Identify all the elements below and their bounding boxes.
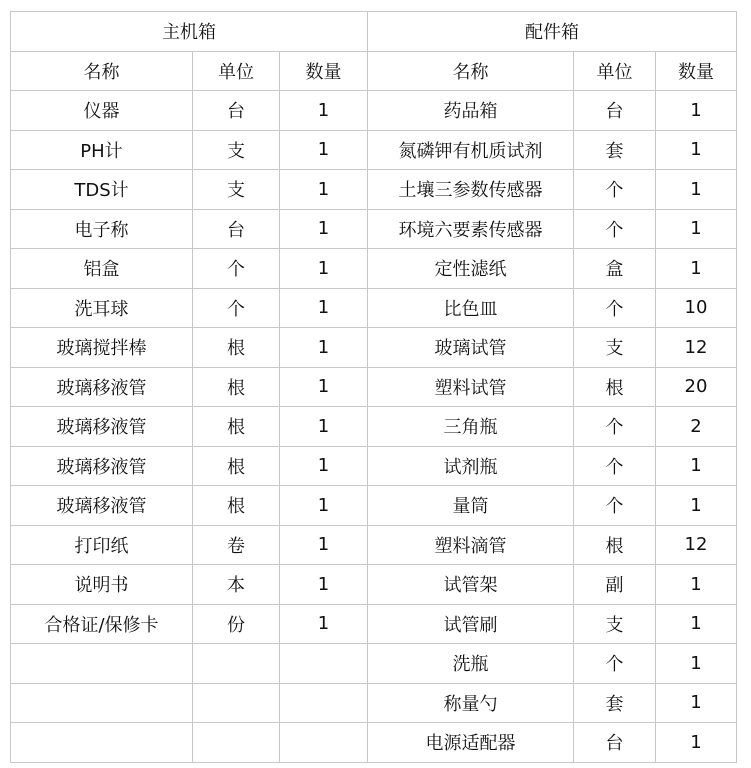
accessory-name-cell: 三角瓶 xyxy=(368,407,574,447)
accessory-name-cell: 比色皿 xyxy=(368,288,574,328)
accessory-name-cell: 电源适配器 xyxy=(368,723,574,763)
accessory-qty-cell: 2 xyxy=(656,407,737,447)
column-header-row xyxy=(11,51,737,91)
host-unit-cell: 卷 xyxy=(193,525,280,565)
accessory-name-cell: 定性滤纸 xyxy=(368,249,574,289)
accessory-unit-cell: 副 xyxy=(574,565,656,605)
host-unit-cell: 台 xyxy=(193,209,280,249)
table-row xyxy=(11,249,737,289)
host-qty-cell: 1 xyxy=(280,486,368,526)
host-name-cell: 打印纸 xyxy=(11,525,193,565)
host-name-cell: 仪器 xyxy=(11,91,193,131)
host-qty-cell: 1 xyxy=(280,91,368,131)
accessory-qty-header: 数量 xyxy=(656,51,737,91)
host-unit-header: 单位 xyxy=(193,51,280,91)
accessory-name-cell: 量筒 xyxy=(368,486,574,526)
accessory-name-cell: 塑料试管 xyxy=(368,367,574,407)
host-unit-cell: 台 xyxy=(193,91,280,131)
host-unit-cell: 根 xyxy=(193,446,280,486)
accessory-qty-cell: 1 xyxy=(656,683,737,723)
host-box-header: 主机箱 xyxy=(11,12,368,52)
accessory-qty-cell: 20 xyxy=(656,367,737,407)
accessory-qty-cell: 1 xyxy=(656,644,737,684)
host-qty-cell xyxy=(280,683,368,723)
host-qty-cell: 1 xyxy=(280,328,368,368)
accessory-unit-cell: 套 xyxy=(574,130,656,170)
host-name-cell: 玻璃移液管 xyxy=(11,367,193,407)
table-row xyxy=(11,604,737,644)
accessory-unit-cell: 个 xyxy=(574,644,656,684)
accessory-qty-cell: 1 xyxy=(656,446,737,486)
host-name-cell: 玻璃移液管 xyxy=(11,407,193,447)
host-name-cell: 洗耳球 xyxy=(11,288,193,328)
host-unit-cell: 支 xyxy=(193,170,280,210)
host-qty-cell: 1 xyxy=(280,249,368,289)
accessory-name-cell: 氮磷钾有机质试剂 xyxy=(368,130,574,170)
host-unit-cell xyxy=(193,644,280,684)
accessory-name-cell: 土壤三参数传感器 xyxy=(368,170,574,210)
host-qty-cell: 1 xyxy=(280,367,368,407)
table-body xyxy=(11,91,737,763)
accessory-unit-cell: 支 xyxy=(574,328,656,368)
accessory-name-cell: 玻璃试管 xyxy=(368,328,574,368)
host-name-cell: 玻璃移液管 xyxy=(11,446,193,486)
host-unit-cell: 个 xyxy=(193,288,280,328)
host-name-cell xyxy=(11,683,193,723)
accessory-name-cell: 环境六要素传感器 xyxy=(368,209,574,249)
accessory-unit-cell: 支 xyxy=(574,604,656,644)
host-name-header: 名称 xyxy=(11,51,193,91)
accessory-name-cell: 药品箱 xyxy=(368,91,574,131)
host-name-cell: PH计 xyxy=(11,130,193,170)
host-unit-cell: 支 xyxy=(193,130,280,170)
host-qty-cell: 1 xyxy=(280,288,368,328)
accessory-name-cell: 塑料滴管 xyxy=(368,525,574,565)
accessory-unit-cell: 台 xyxy=(574,723,656,763)
host-name-cell: 玻璃移液管 xyxy=(11,486,193,526)
accessory-qty-cell: 1 xyxy=(656,723,737,763)
table-row xyxy=(11,328,737,368)
host-qty-cell xyxy=(280,644,368,684)
accessory-qty-cell: 1 xyxy=(656,91,737,131)
host-unit-cell xyxy=(193,683,280,723)
table-row xyxy=(11,367,737,407)
accessory-unit-header: 单位 xyxy=(574,51,656,91)
table-row xyxy=(11,407,737,447)
accessory-unit-cell: 台 xyxy=(574,91,656,131)
accessory-unit-cell: 个 xyxy=(574,288,656,328)
host-qty-cell xyxy=(280,723,368,763)
host-name-cell: 电子称 xyxy=(11,209,193,249)
packing-list-table xyxy=(10,11,737,763)
host-qty-cell: 1 xyxy=(280,170,368,210)
accessory-unit-cell: 个 xyxy=(574,446,656,486)
table-row xyxy=(11,130,737,170)
host-qty-cell: 1 xyxy=(280,604,368,644)
accessory-qty-cell: 1 xyxy=(656,170,737,210)
accessory-qty-cell: 1 xyxy=(656,486,737,526)
accessory-unit-cell: 个 xyxy=(574,486,656,526)
table-row xyxy=(11,91,737,131)
host-unit-cell: 根 xyxy=(193,328,280,368)
accessory-name-cell: 试管架 xyxy=(368,565,574,605)
host-name-cell: TDS计 xyxy=(11,170,193,210)
host-name-cell: 说明书 xyxy=(11,565,193,605)
accessory-qty-cell: 12 xyxy=(656,525,737,565)
accessory-unit-cell: 盒 xyxy=(574,249,656,289)
table-row xyxy=(11,525,737,565)
host-name-cell: 铝盒 xyxy=(11,249,193,289)
host-name-cell: 玻璃搅拌棒 xyxy=(11,328,193,368)
host-qty-cell: 1 xyxy=(280,565,368,605)
accessory-name-cell: 称量勺 xyxy=(368,683,574,723)
table-row xyxy=(11,644,737,684)
table-row xyxy=(11,723,737,763)
accessory-box-header: 配件箱 xyxy=(368,12,737,52)
host-unit-cell: 根 xyxy=(193,367,280,407)
accessory-qty-cell: 1 xyxy=(656,604,737,644)
host-unit-cell: 根 xyxy=(193,407,280,447)
host-unit-cell xyxy=(193,723,280,763)
accessory-qty-cell: 1 xyxy=(656,209,737,249)
table-row xyxy=(11,446,737,486)
accessory-unit-cell: 个 xyxy=(574,407,656,447)
host-qty-cell: 1 xyxy=(280,446,368,486)
host-name-cell xyxy=(11,723,193,763)
host-qty-cell: 1 xyxy=(280,209,368,249)
host-qty-cell: 1 xyxy=(280,525,368,565)
host-qty-header: 数量 xyxy=(280,51,368,91)
accessory-name-cell: 洗瓶 xyxy=(368,644,574,684)
table-row xyxy=(11,683,737,723)
host-name-cell xyxy=(11,644,193,684)
accessory-qty-cell: 1 xyxy=(656,249,737,289)
host-qty-cell: 1 xyxy=(280,407,368,447)
accessory-qty-cell: 1 xyxy=(656,565,737,605)
accessory-unit-cell: 根 xyxy=(574,525,656,565)
table-header xyxy=(11,12,737,91)
table-row xyxy=(11,170,737,210)
accessory-unit-cell: 个 xyxy=(574,170,656,210)
accessory-unit-cell: 套 xyxy=(574,683,656,723)
host-unit-cell: 本 xyxy=(193,565,280,605)
accessory-qty-cell: 10 xyxy=(656,288,737,328)
accessory-unit-cell: 个 xyxy=(574,209,656,249)
accessory-qty-cell: 1 xyxy=(656,130,737,170)
table-row xyxy=(11,486,737,526)
accessory-name-cell: 试管刷 xyxy=(368,604,574,644)
accessory-unit-cell: 根 xyxy=(574,367,656,407)
table-row xyxy=(11,209,737,249)
group-header-row xyxy=(11,12,737,52)
host-name-cell: 合格证/保修卡 xyxy=(11,604,193,644)
host-unit-cell: 根 xyxy=(193,486,280,526)
table-row xyxy=(11,288,737,328)
table-row xyxy=(11,565,737,605)
host-unit-cell: 个 xyxy=(193,249,280,289)
accessory-name-header: 名称 xyxy=(368,51,574,91)
host-qty-cell: 1 xyxy=(280,130,368,170)
accessory-name-cell: 试剂瓶 xyxy=(368,446,574,486)
accessory-qty-cell: 12 xyxy=(656,328,737,368)
host-unit-cell: 份 xyxy=(193,604,280,644)
